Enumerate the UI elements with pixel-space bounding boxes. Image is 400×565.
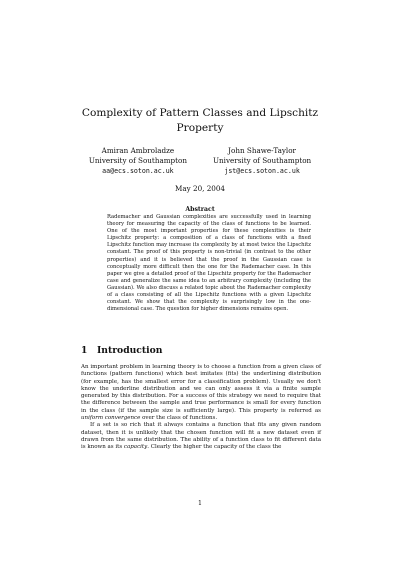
title-line-1: Complexity of Pattern Classes and Lipschitz (81, 107, 319, 119)
author-affiliation: University of Southampton (88, 156, 187, 165)
author-email: aa@ecs.soton.ac.uk (102, 167, 174, 175)
author-block (0, 146, 400, 176)
paragraph-1: An important problem in learning theory is to choose a function from a given class of functions (pattern functions) which best imitates (fits) the underlining distribution (for example, has the smallest error for a classification problem). Usually we don't know the underline distribution and we can only assess it via a finite sample generated by this distribution. For a success of this strategy we need to require that the difference between the sample and true performance is small for every function in the class (if the sample size is sufficiently large). This property is referred as uniform convergence over the class of functions. (81, 364, 321, 422)
emphasis-uniform-convergence: uniform convergence (81, 415, 141, 422)
section-body (81, 364, 321, 452)
paper-date: May 20, 2004 (175, 184, 225, 193)
emphasis-capacity: capacity (123, 444, 148, 451)
title-line-2: Property (176, 122, 224, 134)
paragraph-2: If a set is so rich that it always contains a function that fits any given random dataset, then it is unlikely that the chosen function will fit a new dataset even if drawn from the same distribution. The ability of a function class to fit different data is known as its capacity. Clearly the higher the capacity of the class the (81, 422, 321, 451)
author-1 (89, 146, 187, 176)
abstract-heading: Abstract (185, 206, 215, 213)
paper-title (0, 106, 400, 136)
page-number: 1 (198, 500, 202, 507)
author-email: jst@ecs.soton.ac.uk (224, 167, 300, 175)
section-number: 1 (81, 345, 88, 356)
author-affiliation: University of Southampton (213, 156, 312, 165)
section-title: Introduction (97, 345, 163, 356)
abstract-text: Rademacher and Gaussian complexities are successfully used in learning theory for measuring the capacity of the class of functions to be learned. One of the most important properties for these complexities is their Lipschitz property: a composition of a class of functions with a fixed Lipschitz function may increase its complexity by at most twice the Lipschitz constant. The proof of this property is non-trivial (in contrast to the other properties) and it is believed that the proof in the Gaussian case is conceptually more difficult then the one for the Rademacher case. In this paper we give a detailed proof of the Lipschitz property for the Rademacher case and generalize the same idea to an arbitrary complexity (including the Gaussian). We also discuss a related topic about the Rademacher complexity of a class consisting of all the Lipschitz functions with a given Lipschitz constant. We show that the complexity is surprisingly low in the one-dimensional case. The question for higher dimensions remains open. (107, 214, 311, 313)
section-heading (81, 345, 162, 356)
author-2 (213, 146, 311, 176)
author-name: Amiran Ambroladze (101, 146, 175, 155)
author-name: John Shawe-Taylor (228, 146, 296, 155)
